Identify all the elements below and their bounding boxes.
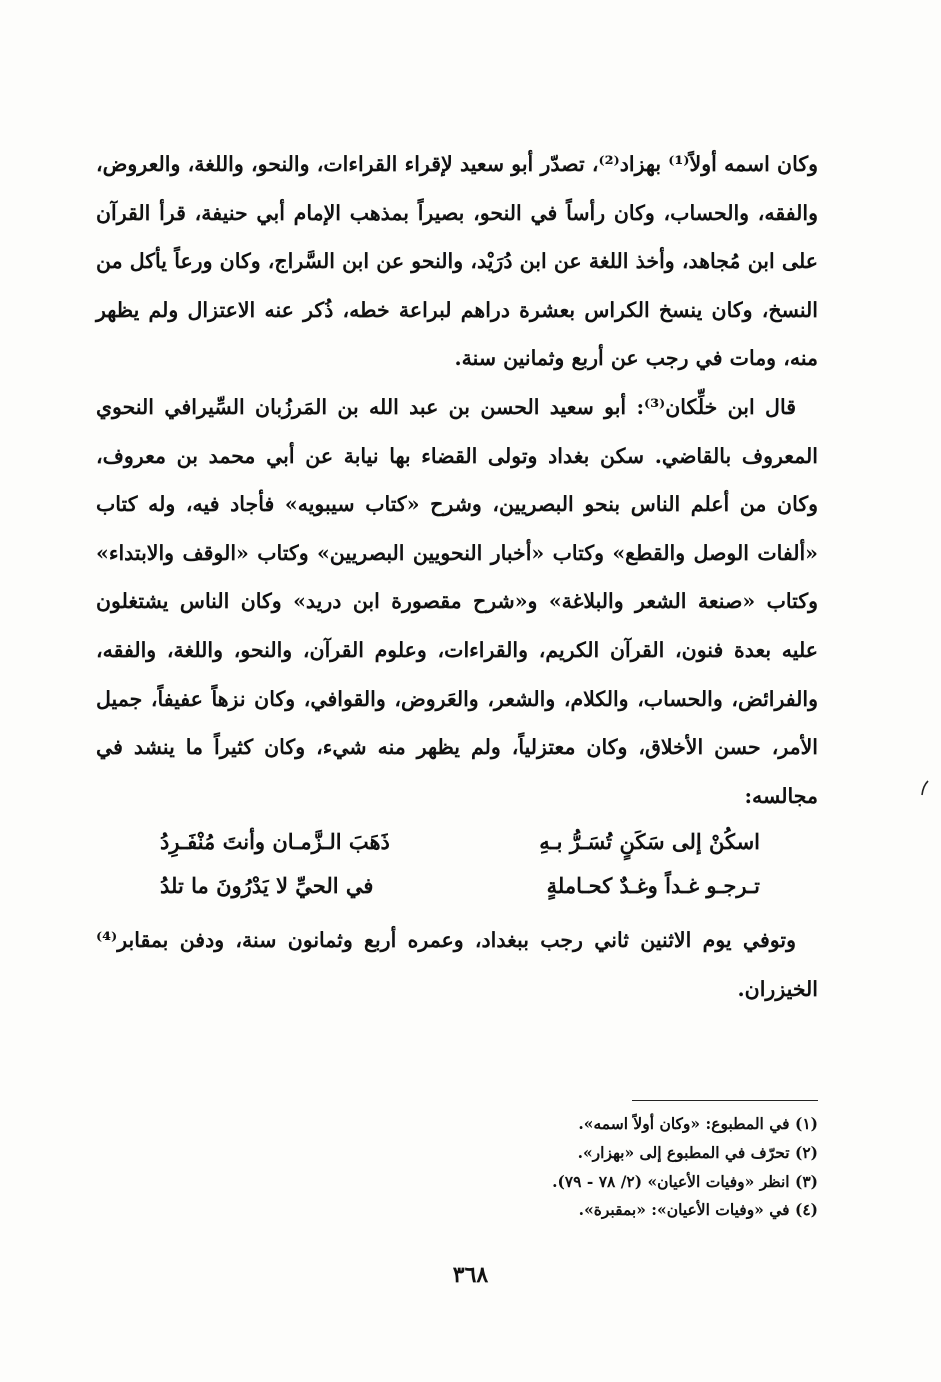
poem-first-hemistich: اسكُنْ إلى سَكَنٍ تُسَـرُّ بـهِ xyxy=(539,829,760,855)
footnote: (٤) في «وفيات الأعيان»: «بمقبرة». xyxy=(578,1200,818,1220)
footnote: (٣) انظر «وفيات الأعيان» (٢/ ٧٨ - ٧٩). xyxy=(552,1171,818,1191)
page-number: ٣٦٨ xyxy=(452,1262,489,1288)
footnote: (٢) تحرّف في المطبوع إلى «بهزار». xyxy=(577,1142,818,1162)
poem-second-hemistich: ذَهَبَ الـزَّمـان وأنتَ مُنْفَـرِدُ xyxy=(160,829,390,855)
paragraph-ibn-khallikan: قال ابن خلِّكان⁽³⁾: أبو سعيد الحسن بن عبد الله بن المَرزُبان السِّيرافي النحوي المعروف بالقاضي. سكن بغداد وتولى القضاء بها نيابة عن أبي محمد بن معروف، وكان من أعلم الناس بنحو البصريين، وشرح «كتاب سيبويه» فأجاد فيه، وله كتاب «ألفات الوصل والقطع» وكتاب «أخبار النحويين البصريين» وكتاب «الوقف والابتداء» وكتاب «صنعة الشعر والبلاغة» و«شرح مقصورة ابن دريد» وكان الناس يشتغلون عليه بعدة فنون، القرآن الكريم، والقراءات، وعلوم القرآن، والنحو، واللغة، والفقه، والفرائض، والحساب، والكلام، والشعر، والعَروض، والقوافي، وكان نزهاً عفيفاً، جميل الأمر، حسن الأخلاق، وكان معتزلياً، ولم يظهر منه شيء، وكان كثيراً ما ينشد في مجالسه: xyxy=(96,394,818,808)
margin-mark-icon xyxy=(920,778,930,798)
paragraph-biography: وكان اسمه أولاً⁽¹⁾ بهزاد⁽²⁾، تصدّر أبو سعيد لإقراء القراءات، والنحو، واللغة، والعروض، والفقه، والحساب، وكان رأساً في النحو، بصيراً بمذهب الإمام أبي حنيفة، قرأ القرآن على ابن مُجاهد، وأخذ اللغة عن ابن دُرَيْد، والنحو عن ابن السَّراج، وكان ورعاً يأكل من النسخ، وكان ينسخ الكراس بعشرة دراهم لبراعة خطه، ذُكر عنه الاعتزال ولم يظهر منه، ومات في رجب عن أربع وثمانين سنة. xyxy=(96,152,819,371)
poem xyxy=(96,820,818,908)
poem-verse xyxy=(160,820,760,864)
paragraph-death: وتوفي يوم الاثنين ثاني رجب ببغداد، وعمره أربع وثمانون سنة، ودفن بمقابر⁽⁴⁾ الخيزران. xyxy=(96,928,818,1001)
poem-first-hemistich: تـرجـو غـداً وغـدٌ كحـاملةٍ xyxy=(546,873,760,899)
footnote: (١) في المطبوع: «وكان أولاً اسمه». xyxy=(578,1114,818,1133)
footnote-separator xyxy=(632,1100,818,1101)
main-text xyxy=(96,140,818,1014)
footnotes xyxy=(258,1110,818,1225)
poem-second-hemistich: في الحيِّ لا يَدْرُونَ ما تلدُ xyxy=(160,873,374,899)
poem-verse xyxy=(160,864,760,908)
